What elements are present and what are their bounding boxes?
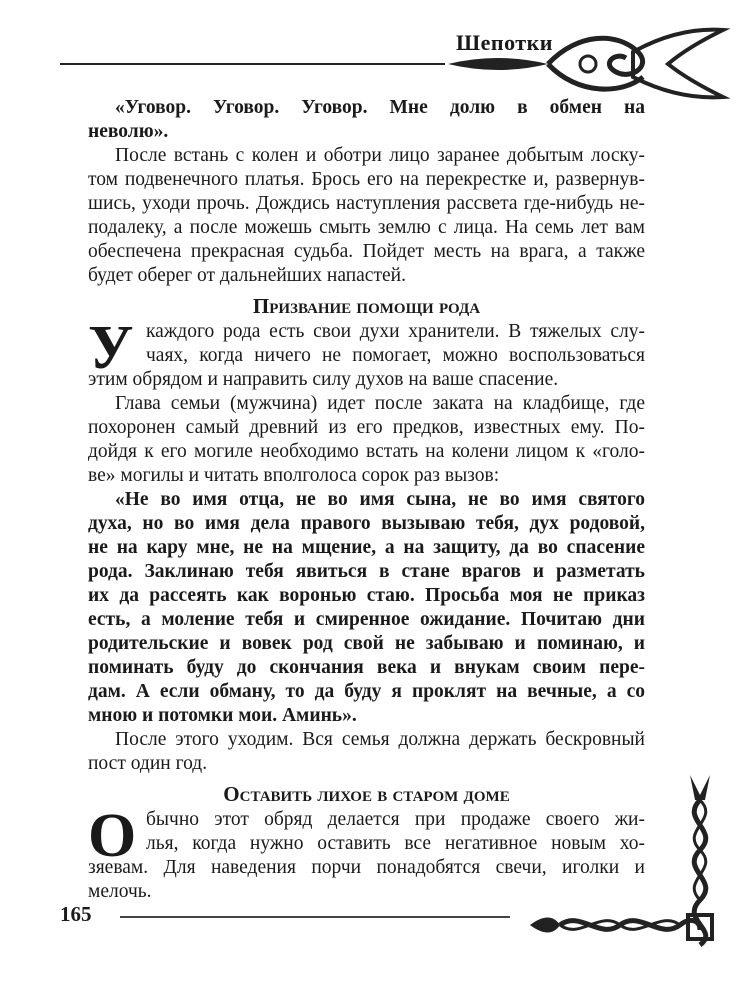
text-line: похоронен самый древний из его предков, известных ему. По-	[88, 417, 645, 438]
text-line: пост один год.	[88, 753, 208, 774]
page-number: 165	[60, 902, 92, 926]
text-line: мелочь.	[88, 881, 152, 902]
text-line: лья, когда нужно оставить все негативное новым хо-	[146, 833, 645, 854]
text-line: их да рассеять как воронью стаю. Просьба моя не приказ	[88, 585, 645, 606]
text-line: родительские и вовек род свой не забываю и поминаю, и	[88, 633, 645, 654]
text-line: бычно этот обряд делается при продаже своего жи-	[146, 809, 645, 830]
text-line: рода. Заклинаю тебя явиться в стане врагов и разметать	[88, 561, 645, 582]
text-line: том подвенечного платья. Брось его на перекрестке и, развернув-	[88, 169, 645, 190]
text-line: Глава семьи (мужчина) идет после заката на кладбище, где	[115, 393, 645, 414]
text-line: ве» могилы и читать вполголоса сорок раз вызов:	[88, 465, 500, 486]
text-line: После этого уходим. Вся семья должна держать бескровный	[115, 729, 645, 750]
text-line: неволю».	[88, 121, 169, 142]
text-line: этим обрядом и направить силу духов на ваше спасение.	[88, 369, 559, 390]
text-line: мною и потомки мои. Аминь».	[88, 705, 357, 726]
text-line: чаях, когда ничего не помогает, можно воспользоваться	[146, 345, 645, 366]
text-line: духа, но во имя дела правого вызываю тебя, дух родовой,	[88, 513, 645, 534]
header-ornament-icon	[438, 22, 738, 102]
text-line: «Не во имя отца, не во имя сына, не во имя святого	[115, 489, 645, 510]
header-rule	[60, 63, 445, 65]
paragraph	[88, 314, 645, 392]
drop-cap: У	[88, 314, 134, 382]
text-line: После встань с колен и оботри лицо заранее добытым лоску-	[115, 145, 645, 166]
text-line: «Уговор. Уговор. Уговор. Мне долю в обмен на	[115, 97, 645, 118]
paragraph	[88, 728, 645, 776]
incantation-paragraph	[88, 488, 645, 728]
text-line: подалеку, а после можешь смыть землю с лица. На семь лет вам	[88, 217, 645, 238]
drop-cap: О	[88, 802, 137, 870]
footer-rule	[120, 916, 510, 918]
paragraph	[88, 144, 645, 288]
text-line: поминать буду до скончания века и внукам своим пере-	[88, 657, 645, 678]
text-line: обеспечена прекрасная судьба. Пойдет месть на врага, а также	[88, 241, 645, 262]
text-line: каждого рода есть свои духи хранители. В тяжелых слу-	[146, 321, 645, 342]
text-line: будет оберег от дальнейших напастей.	[88, 265, 406, 286]
running-head: Шепотки	[456, 30, 553, 55]
incantation-paragraph	[88, 96, 645, 144]
text-line: дойдя к его могиле необходимо встать на колени лицом к «голо-	[88, 441, 645, 462]
text-line: дам. А если обману, то да буду я проклят на вечные, а со	[88, 681, 645, 702]
text-line: не на кару мне, не на мщение, а на защиту, да во спасение	[88, 537, 645, 558]
text-line: зяевам. Для наведения порчи понадобятся свечи, иголки и	[88, 857, 645, 878]
section-heading: Оставить лихое в старом доме	[223, 782, 510, 806]
text-line: есть, а моление тебя и смиренное ожидание. Почитаю дни	[88, 609, 645, 630]
text-line: шись, уходи прочь. Дождись наступления рассвета где-нибудь не-	[88, 193, 645, 214]
corner-ornament-icon	[520, 770, 730, 955]
section-heading: Призвание помощи рода	[252, 294, 481, 318]
paragraph	[88, 392, 645, 488]
